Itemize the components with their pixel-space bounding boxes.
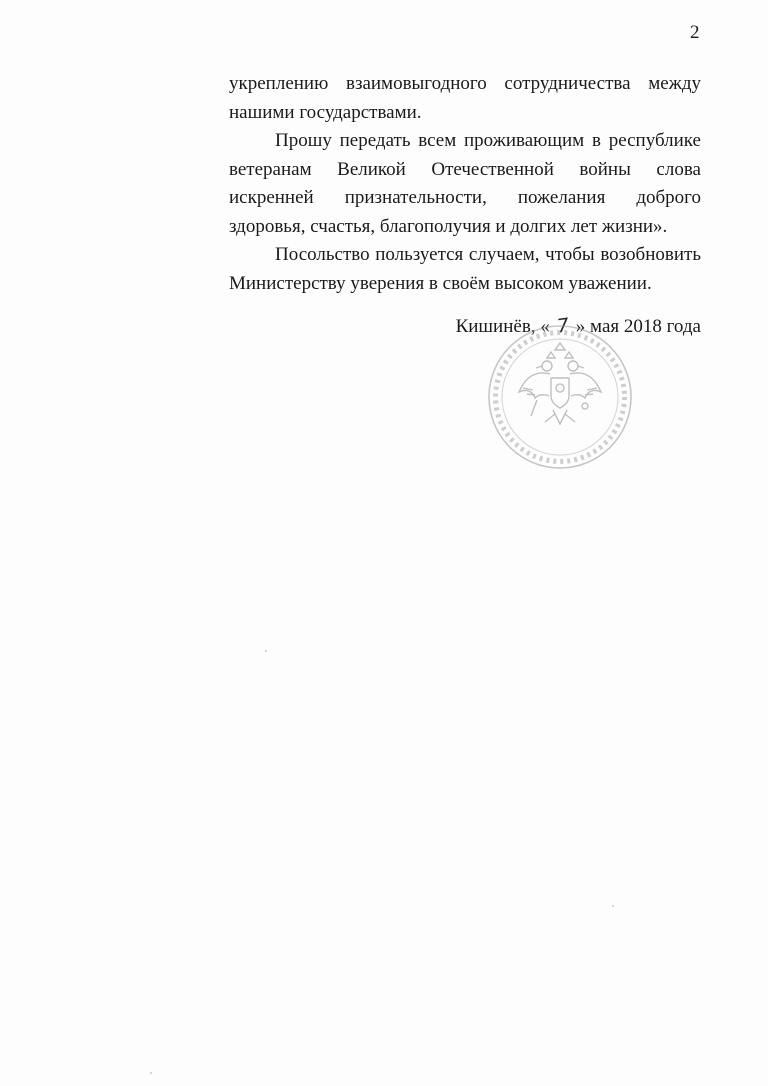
letter-body	[229, 70, 701, 298]
date-suffix: » мая 2018 года	[575, 316, 701, 337]
handwritten-day: 7	[555, 314, 571, 338]
scan-speck	[150, 1072, 152, 1074]
paragraph-closing-courtesy: Посольство пользуется случаем, чтобы возобновить Министерству уверения в своём высоком уважении.	[229, 244, 701, 294]
scan-speck	[612, 905, 614, 907]
double-headed-eagle-seal-icon	[485, 322, 635, 472]
page-number: 2	[690, 22, 700, 43]
date-prefix: Кишинёв, «	[455, 316, 550, 337]
paragraph-continuation: укреплению взаимовыгодного сотрудничества между нашими государствами.	[229, 73, 701, 123]
paragraph-veterans-greeting: Прошу передать всем проживающим в республике ветеранам Великой Отечественной войны слова искренней признательности, пожелания доброго здоровья, счастья, благополучия и долгих лет жизни».	[229, 130, 701, 237]
scan-speck	[265, 650, 267, 652]
